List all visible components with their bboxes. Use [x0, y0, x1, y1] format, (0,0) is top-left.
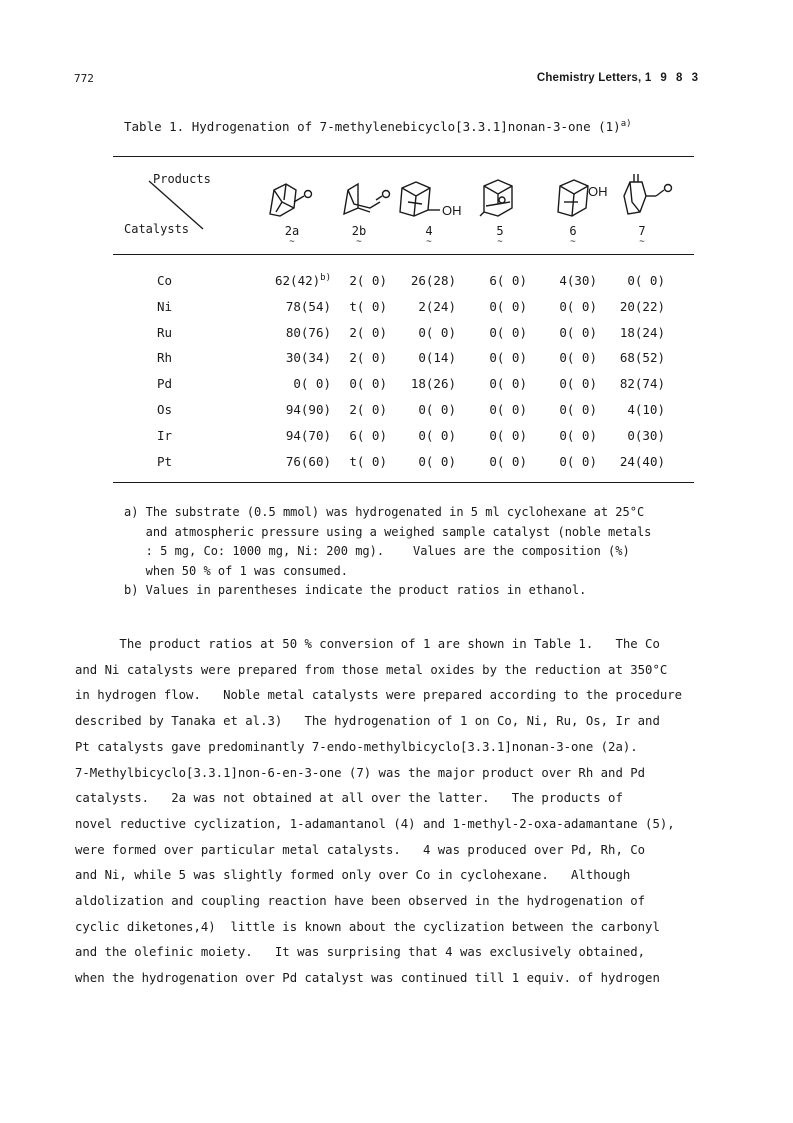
structure-2b-icon [340, 178, 394, 220]
body-line: were formed over particular metal catalysts. 4 was produced over Pd, Rh, Co [75, 842, 646, 857]
value-cell: 0(14) [418, 350, 456, 366]
compound-label-7: 7 ~ [638, 224, 646, 247]
table-row [0, 454, 793, 472]
value-cell: 18(26) [410, 376, 456, 392]
value-cell: 0( 0) [489, 376, 527, 392]
corner-diagonal [0, 0, 793, 300]
table-row [0, 428, 793, 446]
footnote-line: : 5 mg, Co: 1000 mg, Ni: 200 mg). Values are the composition (%) [124, 544, 630, 558]
table-row [0, 325, 793, 343]
footnote-line: when 50 % of 1 was consumed. [124, 563, 348, 578]
catalyst-cell: Co [157, 273, 173, 288]
catalyst-cell: Rh [157, 350, 173, 366]
value-cell: 0( 0) [489, 350, 527, 366]
value-cell: 0( 0) [489, 324, 527, 340]
catalyst-cell: Pd [157, 376, 173, 392]
body-line: aldolization and coupling reaction have been observed in the hydrogenation of [75, 894, 646, 909]
compound-label-4: 4 ~ [425, 224, 433, 247]
value-cell: 20(22) [619, 298, 665, 314]
value-cell: 2(24) [418, 298, 456, 314]
value-cell: 0( 0) [559, 324, 597, 340]
value-cell: 2( 0) [349, 350, 387, 366]
caption-text: Table 1. Hydrogenation of 7-methylenebicyclo[3.3.1]nonan-3-one (1) [124, 119, 621, 135]
value-cell: t( 0) [349, 298, 387, 314]
value-cell: 80(76) [285, 324, 331, 340]
value-cell: 94(90) [285, 402, 331, 417]
value-cell: 68(52) [619, 350, 665, 366]
compound-label-2b: 2b ~ [351, 224, 367, 247]
value-cell: 94(70) [285, 427, 331, 443]
body-line: novel reductive cyclization, 1-adamantanol (4) and 1-methyl-2-oxa-adamantane (5), [75, 816, 675, 831]
value-cell: 0( 0) [349, 376, 387, 392]
value-cell: 0( 0) [489, 453, 527, 469]
body-line: and Ni catalysts were prepared from those metal oxides by the reduction at 350°C [75, 662, 668, 677]
value-cell: 18(24) [619, 324, 665, 340]
structure-6-oh: OH [588, 184, 608, 199]
catalyst-cell: Pt [157, 453, 173, 469]
page-number: 772 [74, 72, 94, 85]
footnote-line: and atmospheric pressure using a weighed sample catalyst (noble metals [124, 524, 652, 539]
body-line: when the hydrogenation over Pd catalyst was continued till 1 equiv. of hydrogen [75, 971, 660, 986]
value-cell: 2( 0) [349, 402, 387, 417]
catalyst-cell: Os [157, 402, 173, 417]
value-cell: 0( 0) [627, 273, 665, 288]
value-cell: t( 0) [349, 453, 387, 469]
table-bottom-rule [113, 482, 694, 483]
catalyst-cell: Ru [157, 324, 173, 340]
value-cell: 2( 0) [349, 273, 387, 288]
value-cell: 0( 0) [559, 453, 597, 469]
structure-4-icon [396, 178, 472, 220]
value-cell: 0( 0) [489, 298, 527, 314]
body-line: cyclic diketones,4) little is known about the cyclization between the carbonyl [75, 919, 660, 934]
value-cell: 76(60) [285, 453, 331, 469]
compound-label-5: 5 ~ [496, 224, 504, 247]
body-line: and Ni, while 5 was slightly formed only over Co in cyclohexane. Although [75, 868, 631, 883]
value-cell: 0( 0) [559, 427, 597, 443]
structure-2a-icon [266, 178, 320, 220]
body-line: catalysts. 2a was not obtained at all over the latter. The products of [75, 791, 623, 806]
value-cell: 0( 0) [418, 427, 456, 443]
structure-7-icon [620, 172, 676, 220]
body-line: Pt catalysts gave predominantly 7-endo-methylbicyclo[3.3.1]nonan-3-one (2a). [75, 739, 638, 754]
structure-5-icon [478, 178, 528, 220]
footnote-line: b) Values in parentheses indicate the product ratios in ethanol. [124, 583, 587, 597]
value-cell: 82(74) [619, 376, 665, 392]
value-cell: 0( 0) [418, 324, 456, 340]
value-cell: 4(10) [627, 402, 665, 417]
caption-sup: a) [620, 119, 632, 129]
value-cell: 0( 0) [559, 350, 597, 366]
value-cell: 2( 0) [349, 324, 387, 340]
value-cell: 0(30) [627, 427, 665, 443]
value-cell: 4(30) [559, 273, 597, 288]
value-cell: 0( 0) [418, 453, 456, 469]
body-line: 7-Methylbicyclo[3.3.1]non-6-en-3-one (7) was the major product over Rh and Pd [75, 765, 646, 780]
corner-products-label: Products [153, 172, 211, 186]
value-cell: 0( 0) [293, 376, 331, 392]
value-cell: 30(34) [285, 350, 331, 366]
value-cell: 0( 0) [559, 298, 597, 314]
compound-label-6: 6 ~ [569, 224, 577, 247]
catalyst-cell: Ir [157, 427, 173, 443]
table-header-rule [113, 254, 694, 255]
journal-name: Chemistry Letters, [536, 72, 642, 84]
footnote-marker: b) [320, 273, 331, 283]
body-line: The product ratios at 50 % conversion of 1 are shown in Table 1. The Co [75, 637, 660, 651]
value-cell: 0( 0) [559, 402, 597, 417]
table-row [0, 273, 793, 291]
value-cell: 0( 0) [489, 402, 527, 417]
footnote-line: a) The substrate (0.5 mmol) was hydrogenated in 5 ml cyclohexane at 25°C [124, 505, 645, 519]
value-cell: 0( 0) [418, 402, 456, 417]
value-cell: 0( 0) [489, 427, 527, 443]
value-cell: 0( 0) [559, 376, 597, 392]
value-cell: $62(42)^{b)}$ [275, 273, 331, 289]
compound-label-2a: 2a ~ [284, 224, 300, 247]
value-cell: 24(40) [619, 453, 665, 469]
body-text [75, 632, 715, 992]
value-cell: 78(54) [285, 298, 331, 314]
value-cell: 26(28) [410, 273, 456, 288]
table-row [0, 299, 793, 317]
table-footnotes [124, 503, 651, 601]
table-row [0, 350, 793, 368]
table-row [0, 376, 793, 394]
table-row [0, 402, 793, 420]
catalyst-cell: Ni [157, 298, 173, 314]
body-line: described by Tanaka et al.3) The hydrogenation of 1 on Co, Ni, Ru, Os, Ir and [75, 714, 660, 729]
structure-6-icon [554, 178, 614, 220]
journal-year: 1 9 8 3 [644, 72, 701, 84]
body-line: in hydrogen flow. Noble metal catalysts were prepared according to the procedure [75, 688, 683, 703]
body-line: and the olefinic moiety. It was surprising that 4 was exclusively obtained, [75, 945, 646, 960]
corner-catalysts-label: Catalysts [124, 222, 190, 236]
value-cell: 6( 0) [489, 273, 527, 288]
structure-4-oh: OH [442, 203, 462, 218]
value-cell: 6( 0) [349, 427, 387, 443]
